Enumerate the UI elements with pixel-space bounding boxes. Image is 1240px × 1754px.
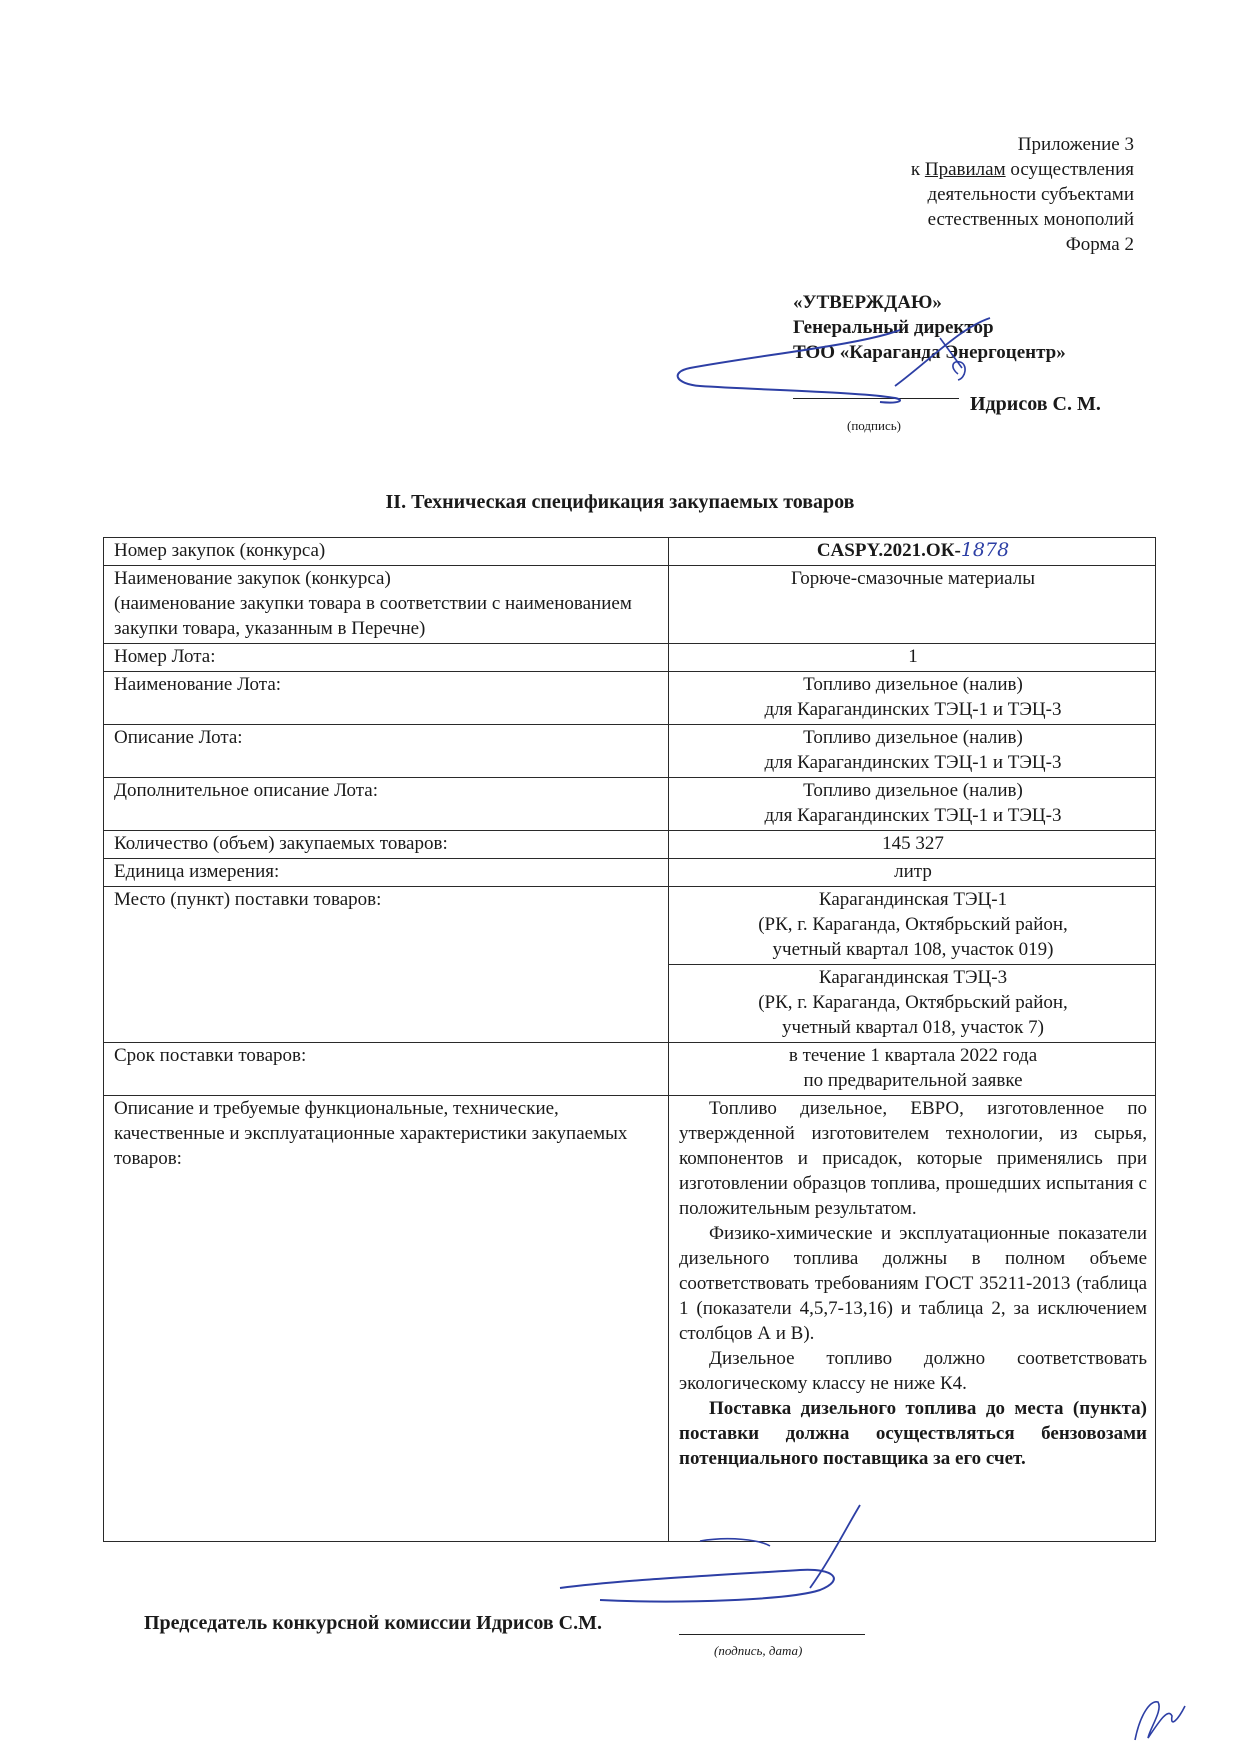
purchase-name-label-cell bbox=[104, 566, 669, 644]
rules-link[interactable]: Правилам bbox=[924, 159, 1006, 180]
purchase-name-value: Горюче-смазочные материалы bbox=[669, 566, 1156, 644]
lot-extra-description-value: Топливо дизельное (налив) для Карагандинских ТЭЦ-1 и ТЭЦ-3 bbox=[669, 778, 1156, 831]
chairman-signature-line bbox=[679, 1634, 865, 1635]
lot-name-value: Топливо дизельное (налив) для Карагандинских ТЭЦ-1 и ТЭЦ-3 bbox=[669, 672, 1156, 725]
lot-extra-description-label: Дополнительное описание Лота: bbox=[104, 778, 669, 831]
chairman-signature-caption: (подпись, дата) bbox=[714, 1643, 803, 1658]
annex-rules-line: к Правилам осуществления bbox=[910, 159, 1134, 180]
table-row bbox=[104, 1096, 1156, 1542]
page-title: II. Техническая спецификация закупаемых товаров bbox=[385, 491, 855, 513]
requirements-paragraph-1: Топливо дизельное, ЕВРО, изготовленное по утвержденной изготовителем технологии, из сырья, компонентов и присадок, которые применялись при изготовлении образцов топлива, прошедших испытания с положительным результатом. bbox=[679, 1098, 1147, 1219]
table-row bbox=[104, 1043, 1156, 1096]
table-row bbox=[104, 859, 1156, 887]
quantity-value: 145 327 bbox=[669, 831, 1156, 859]
table-row bbox=[104, 644, 1156, 672]
purchase-number-value: CASPY.2021.ОК-1878 bbox=[669, 538, 1156, 566]
table-row bbox=[104, 538, 1156, 566]
lot-name-label: Наименование Лота: bbox=[104, 672, 669, 725]
lot-number-value: 1 bbox=[669, 644, 1156, 672]
director-name: Идрисов С. М. bbox=[970, 393, 1101, 415]
purchase-name-note: (наименование закупки товара в соответствии с наименованием закупки товара, указанным в Перечне) bbox=[114, 593, 632, 639]
lot-description-value: Топливо дизельное (налив) для Карагандинских ТЭЦ-1 и ТЭЦ-3 bbox=[669, 725, 1156, 778]
requirements-paragraph-3: Дизельное топливо должно соответствовать экологическому классу не ниже К4. bbox=[679, 1348, 1147, 1394]
requirements-label: Описание и требуемые функциональные, технические, качественные и эксплуатационные характеристики закупаемых товаров: bbox=[104, 1096, 669, 1542]
signature-caption: (подпись) bbox=[847, 418, 901, 433]
table-row bbox=[104, 887, 1156, 965]
annex-line-4: естественных монополий bbox=[927, 209, 1134, 230]
table-row bbox=[104, 725, 1156, 778]
annex-form: Форма 2 bbox=[1065, 234, 1134, 255]
purchase-number-handwritten: 1878 bbox=[960, 539, 1010, 561]
approval-heading: «УТВЕРЖДАЮ» bbox=[793, 292, 942, 313]
delivery-place-2: Карагандинская ТЭЦ-3 (РК, г. Караганда, Октябрьский район, учетный квартал 018, участок 7) bbox=[669, 965, 1156, 1043]
delivery-term-label: Срок поставки товаров: bbox=[104, 1043, 669, 1096]
delivery-term-value: в течение 1 квартала 2022 года по предварительной заявке bbox=[669, 1043, 1156, 1096]
lot-description-label: Описание Лота: bbox=[104, 725, 669, 778]
purchase-number-label: Номер закупок (конкурса) bbox=[104, 538, 669, 566]
purchase-name-label: Наименование закупок (конкурса) bbox=[114, 568, 391, 589]
requirements-paragraph-2: Физико-химические и эксплуатационные показатели дизельного топлива должны в полном объеме соответствовать требованиям ГОСТ 35211-2013 (таблица 1 (показатели 4,5,7-13,16) и таблица 2, за исключением столбцов А и В). bbox=[679, 1223, 1147, 1344]
specification-table bbox=[103, 537, 1156, 1542]
table-row bbox=[104, 672, 1156, 725]
chairman-text: Председатель конкурсной комиссии Идрисов С.М. bbox=[144, 1612, 602, 1634]
approval-position: Генеральный директор bbox=[793, 317, 994, 338]
approval-company: ТОО «Караганда Энергоцентр» bbox=[793, 342, 1066, 363]
delivery-place-1: Карагандинская ТЭЦ-1 (РК, г. Караганда, Октябрьский район, учетный квартал 108, участок 019) bbox=[669, 887, 1156, 965]
unit-label: Единица измерения: bbox=[104, 859, 669, 887]
requirements-paragraph-4: Поставка дизельного топлива до места (пункта) поставки должна осуществляться бензовозами потенциального поставщика за его счет. bbox=[679, 1398, 1147, 1469]
director-signature-line bbox=[793, 398, 959, 399]
approval-block bbox=[793, 290, 1066, 365]
lot-number-label: Номер Лота: bbox=[104, 644, 669, 672]
annex-number: Приложение 3 bbox=[1017, 134, 1134, 155]
table-row bbox=[104, 778, 1156, 831]
delivery-place-label: Место (пункт) поставки товаров: bbox=[104, 887, 669, 1043]
quantity-label: Количество (объем) закупаемых товаров: bbox=[104, 831, 669, 859]
annex-line-3: деятельности субъектами bbox=[927, 184, 1134, 205]
requirements-value bbox=[669, 1096, 1156, 1542]
unit-value: литр bbox=[669, 859, 1156, 887]
table-row bbox=[104, 831, 1156, 859]
table-row bbox=[104, 566, 1156, 644]
annex-header bbox=[734, 132, 1134, 257]
